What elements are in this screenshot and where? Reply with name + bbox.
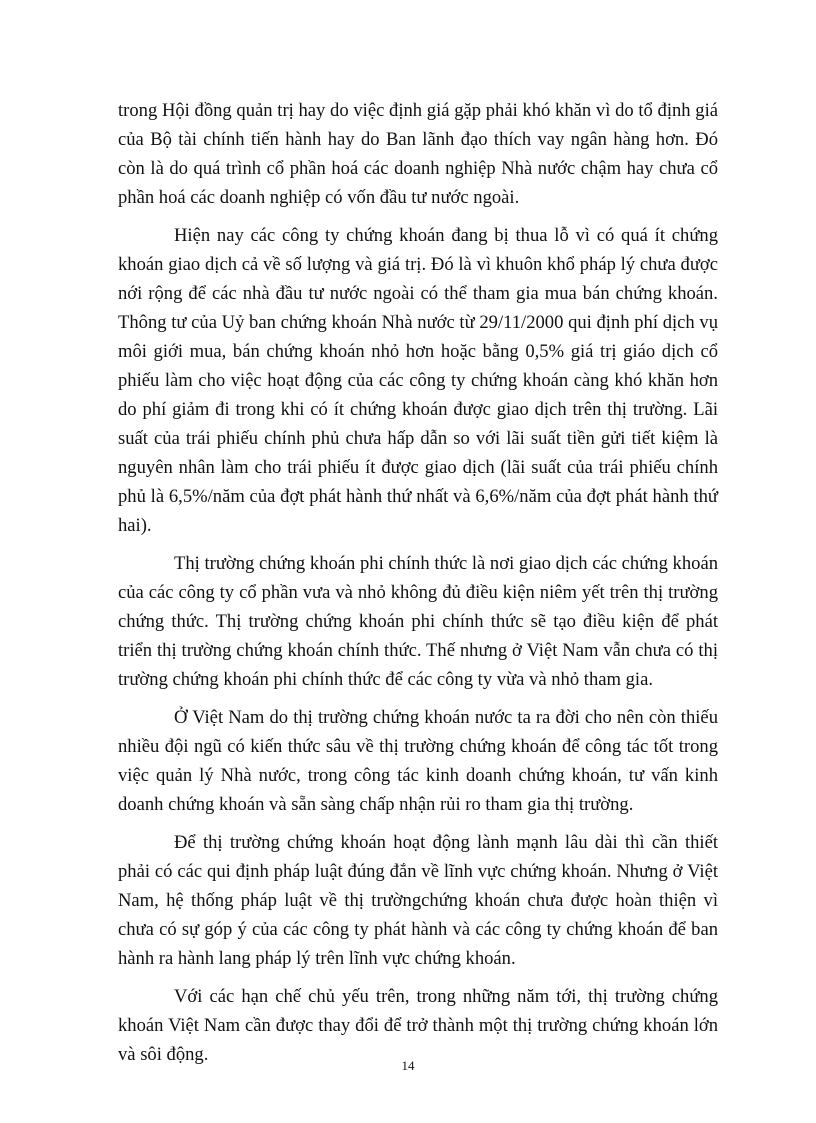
paragraph-securities-companies-losses: Hiện nay các công ty chứng khoán đang bị thua lỗ vì có quá ít chứng khoán giao dịch cả về số lượng và giá trị. Đó là vì khuôn khổ pháp lý chưa được nới rộng để các nhà đầu tư nước ngoài có thể tham gia mua bán chứng khoán. Thông tư của Uỷ ban chứng khoán Nhà nước từ 29/11/2000 qui định phí dịch vụ môi giới mua, bán chứng khoán nhỏ hơn hoặc bằng 0,5% giá trị giáo dịch cổ phiếu làm cho việc hoạt động của các công ty chứng khoán càng khó khăn hơn do phí giảm đi trong khi có ít chứng khoán được giao dịch trên thị trường. Lãi suất của trái phiếu chính phủ chưa hấp dẫn so với lãi suất tiền gửi tiết kiệm là nguyên nhân làm cho trái phiếu ít được giao dịch (lãi suất của trái phiếu chính phủ là 6,5%/năm của đợt phát hành thứ nhất và 6,6%/năm của đợt phát hành thứ hai). bbox=[118, 225, 718, 536]
paragraph-otc-market: Thị trường chứng khoán phi chính thức là nơi giao dịch các chứng khoán của các công ty cổ phần vưa và nhỏ không đủ điều kiện niêm yết trên thị trường chứng thức. Thị trường chứng khoán phi chính thức sẽ tạo điều kiện để phát triển thị trường chứng khoán chính thức. Thế nhưng ở Việt Nam vẫn chưa có thị trường chứng khoán phi chính thức để các công ty vừa và nhỏ tham gia. bbox=[118, 553, 718, 690]
paragraph-personnel-shortage: Ở Việt Nam do thị trường chứng khoán nước ta ra đời cho nên còn thiếu nhiều đội ngũ có kiến thức sâu về thị trường chứng khoán để công tác tốt trong việc quản lý Nhà nước, trong công tác kinh doanh chứng khoán, tư vấn kinh doanh chứng khoán và sẵn sàng chấp nhận rủi ro tham gia thị trường. bbox=[118, 707, 718, 815]
paragraph-conclusion: Với các hạn chế chủ yếu trên, trong những năm tới, thị trường chứng khoán Việt Nam cần được thay đổi để trở thành một thị trường chứng khoán lớn và sôi động. bbox=[118, 986, 718, 1065]
paragraph-continuation: trong Hội đồng quản trị hay do việc định giá gặp phải khó khăn vì do tổ định giá của Bộ tài chính tiến hành hay do Ban lãnh đạo thích vay ngân hàng hơn. Đó còn là do quá trình cổ phần hoá các doanh nghiệp Nhà nước chậm hay chưa cổ phần hoá các doanh nghiệp có vốn đầu tư nước ngoài. bbox=[118, 100, 718, 208]
page-number: 14 bbox=[401, 1058, 415, 1073]
paragraph-legal-framework: Để thị trường chứng khoán hoạt động lành mạnh lâu dài thì cần thiết phải có các qui định pháp luật đúng đắn về lĩnh vực chứng khoán. Nhưng ở Việt Nam, hệ thống pháp luật về thị trườngchứng khoán chưa được hoàn thiện vì chưa có sự góp ý của các công ty phát hành và các công ty chứng khoán để ban hành ra hành lang pháp lý trên lĩnh vực chứng khoán. bbox=[118, 832, 718, 969]
body-text bbox=[118, 96, 718, 1078]
